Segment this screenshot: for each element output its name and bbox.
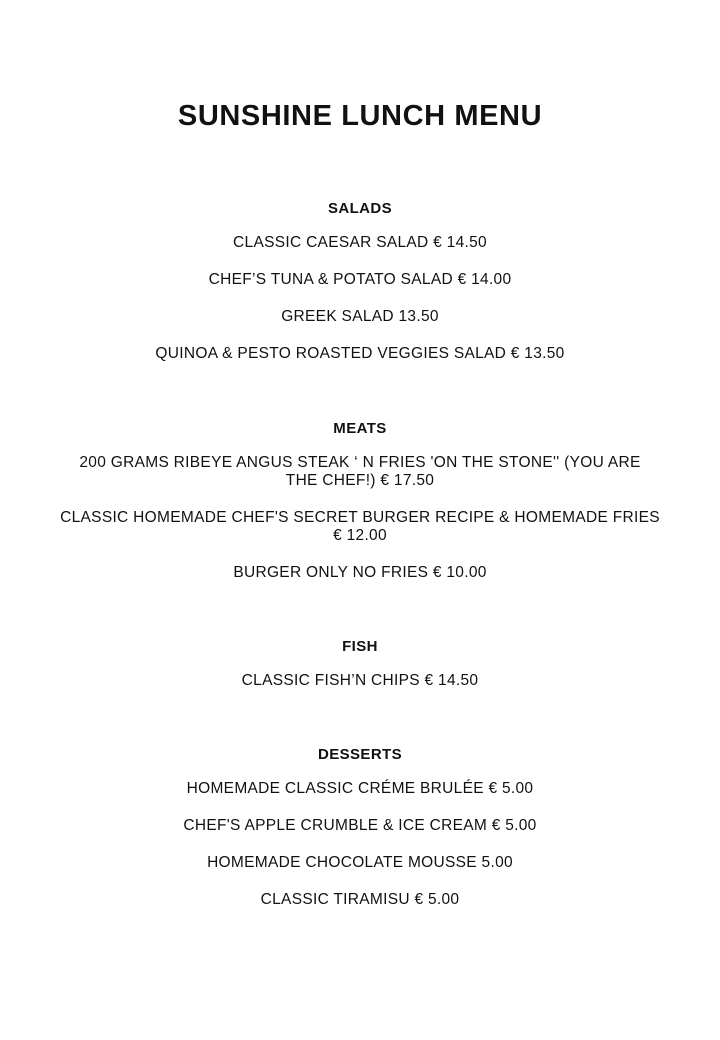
menu-item: CHEF’S TUNA & POTATO SALAD € 14.00 [208,271,512,288]
menu-item: HOMEMADE CLASSIC CRÉME BRULÉE € 5.00 [186,780,534,797]
menu-title: SUNSHINE LUNCH MENU [177,100,543,132]
fish-list [0,672,720,690]
section-heading-desserts: DESSERTS [317,746,403,763]
section-heading-meats: MEATS [333,420,387,437]
section-heading-fish: FISH [342,638,378,655]
section-fish [0,638,720,690]
menu-item: CLASSIC HOMEMADE CHEF'S SECRET BURGER RECIPE & HOMEMADE FRIES € 12.00 [60,509,660,544]
menu-item: CLASSIC CAESAR SALAD € 14.50 [233,234,487,251]
menu-item: BURGER ONLY NO FRIES € 10.00 [233,564,487,581]
section-meats [0,420,720,582]
menu-item: HOMEMADE CHOCOLATE MOUSSE 5.00 [207,854,513,871]
menu-item: 200 GRAMS RIBEYE ANGUS STEAK ‘ N FRIES 'ON THE STONE'' (YOU ARE THE CHEF!) € 17.50 [79,454,641,489]
menu-item: CLASSIC FISH’N CHIPS € 14.50 [241,672,479,689]
section-heading-salads: SALADS [327,200,393,217]
menu-item: QUINOA & PESTO ROASTED VEGGIES SALAD € 13.50 [155,345,565,362]
section-desserts [0,746,720,909]
menu-item: GREEK SALAD 13.50 [281,308,439,325]
desserts-list [0,780,720,909]
menu-item: CHEF'S APPLE CRUMBLE & ICE CREAM € 5.00 [183,817,537,834]
menu-item: CLASSIC TIRAMISU € 5.00 [260,891,460,908]
meats-list [0,454,720,582]
salads-list [0,234,720,363]
section-salads [0,200,720,363]
